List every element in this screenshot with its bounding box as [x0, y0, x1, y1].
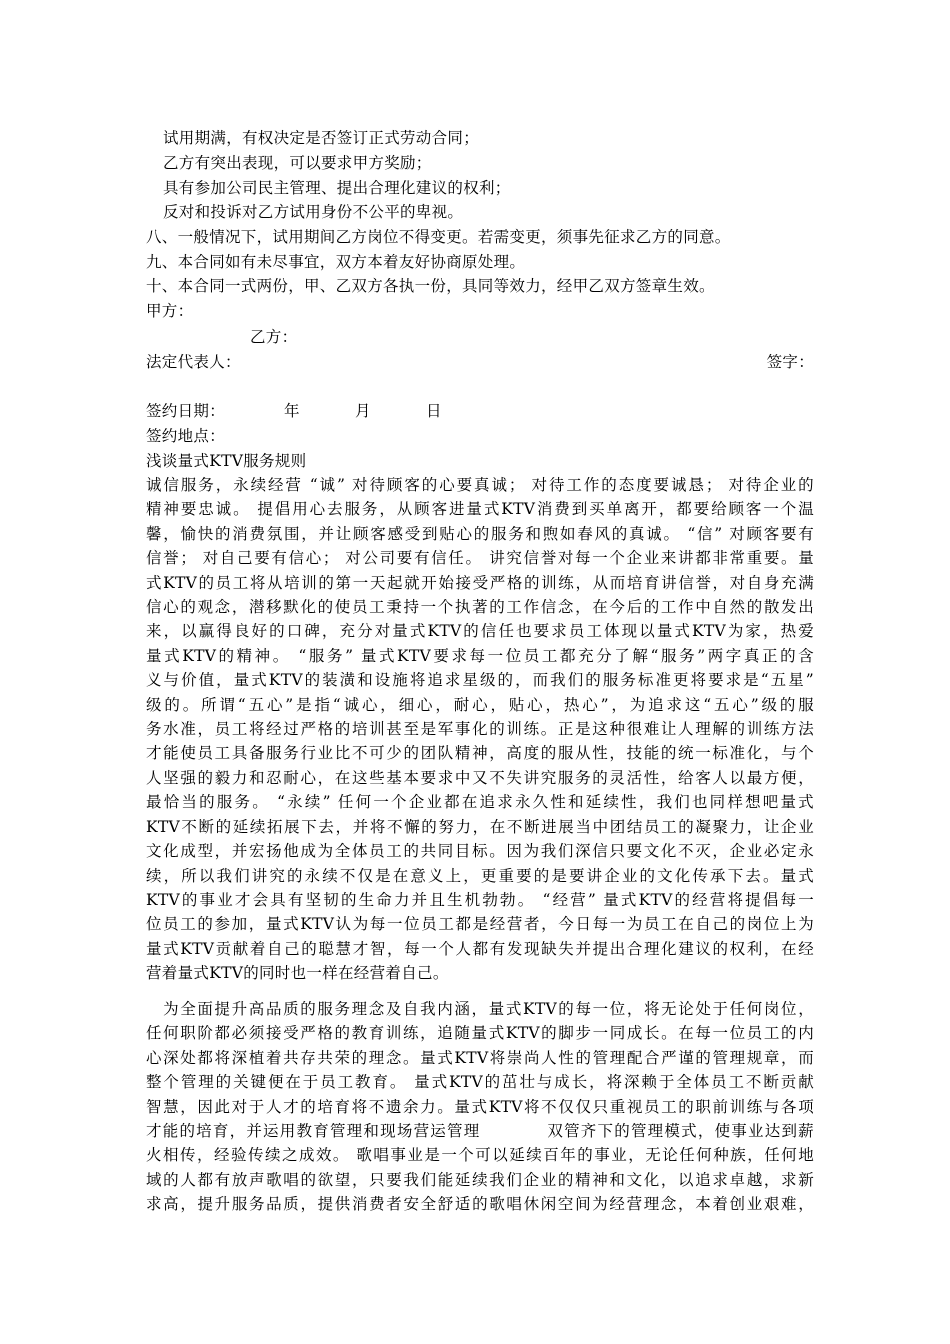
paragraph-line: 心深处都将深植着共存共荣的理念。量式KTV将崇尚人性的管理配合严谨的管理规章，而 — [146, 1048, 814, 1067]
paragraph-line: 诚信服务，永续经营 “诚” 对待顾客的心要真诚； 对待工作的态度要诚恳； 对待企业的 — [146, 476, 814, 494]
paragraph-line: 智慧，因此对于人才的培育将不遗余力。量式KTV将不仅仅只重视员工的职前训练与各项 — [146, 1097, 814, 1116]
party-b-label: 乙方： — [250, 328, 298, 346]
paragraph-line: 营着量式KTV的同时也一样在经营着自己。 — [146, 964, 449, 983]
paragraph-line: 量式KTV的精神。 “服务” 量式KTV要求每一位员工都充分了解“服务”两字真正的含 — [146, 646, 814, 665]
date-month: 月 — [355, 402, 371, 420]
article-paragraph-2 — [146, 997, 814, 1217]
paragraph-line: 求高，提升服务品质，提供消费者安全舒适的歌唱休闲空间为经营理念，本着创业艰难， — [146, 1195, 814, 1214]
rights-item: 试用期满，有权决定是否签订正式劳动合同； — [163, 129, 480, 147]
paragraph-line: KTV的事业才会具有坚韧的生命力并且生机勃勃。 “经营” 量式KTV的经营将提倡每一 — [146, 890, 814, 909]
paragraph-line: 整个管理的关键便在于员工教育。 量式KTV的茁壮与成长，将深赖于全体员工不断贡献 — [146, 1073, 814, 1092]
party-a-label: 甲方： — [146, 302, 194, 320]
paragraph-line: 量式KTV贡献着自己的聪慧才智，每一个人都有发现缺失并提出合理化建议的权利，在经 — [146, 939, 814, 958]
paragraph-line: 才能使员工具备服务行业比不可少的团队精神，高度的服从性，技能的统一标准化，与个 — [146, 744, 814, 763]
sign-label: 签字： — [766, 353, 814, 371]
date-year: 年 — [284, 402, 300, 420]
article-paragraph-1 — [146, 473, 814, 986]
article-title: 浅谈量式KTV服务规则 — [146, 452, 307, 470]
paragraph-line: 级的。所谓“五心”是指“诚心，细心，耐心，贴心，热心”，为追求这“五心”级的服 — [146, 695, 814, 714]
clause-10: 十、本合同一式两份，甲、乙双方各执一份，具同等效力，经甲乙双方签章生效。 — [146, 277, 715, 295]
paragraph-line: 精神要忠诚。 提倡用心去服务，从顾客进量式KTV消费到买单离开，都要给顾客一个温 — [146, 500, 814, 519]
clause-9: 九、本合同如有未尽事宜，双方本着友好协商原处理。 — [146, 253, 526, 271]
legal-rep-label: 法定代表人： — [146, 353, 241, 371]
paragraph-line: 火相传，经验传续之成效。 歌唱事业是一个可以延续百年的事业，无论任何种族，任何地 — [146, 1146, 814, 1165]
paragraph-line: 信誉； 对自己要有信心； 对公司要有信任。 讲究信誉对每一个企业来讲都非常重要。量 — [146, 549, 814, 568]
paragraph-line: 来，以赢得良好的口碑，充分对量式KTV的信任也要求员工体现以量式KTV为家，热爱 — [146, 622, 814, 641]
rights-item: 反对和投诉对乙方试用身份不公平的卑视。 — [163, 203, 464, 221]
paragraph-line: 信心的观念，潜移默化的使员工秉持一个执著的工作信念，在今后的工作中自然的散发出 — [146, 598, 814, 617]
paragraph-line: 为全面提升高品质的服务理念及自我内涵，量式KTV的每一位，将无论处于任何岗位， — [146, 1000, 814, 1018]
paragraph-line: 才能的培育，并运用教育管理和现场营运管理 双管齐下的管理模式，使事业达到薪 — [146, 1122, 814, 1141]
sign-date-label: 签约日期： — [146, 402, 226, 420]
rights-item: 乙方有突出表现，可以要求甲方奖励； — [163, 154, 432, 172]
paragraph-line: 位员工的参加，量式KTV认为每一位员工都是经营者，今日每一为员工在自己的岗位上为 — [146, 915, 814, 934]
sign-place-label: 签约地点： — [146, 427, 226, 445]
paragraph-line: 务水准，员工将经过严格的培训甚至是军事化的训练。正是这种很难让人理解的训练方法 — [146, 720, 814, 739]
paragraph-line: 式KTV的员工将从培训的第一天起就开始接受严格的训练，从而培育讲信誉，对自身充满 — [146, 573, 814, 592]
paragraph-line: 域的人都有放声歌唱的欲望，只要我们能延续我们企业的精神和文化，以追求卓越，求新 — [146, 1170, 814, 1189]
rights-item: 具有参加公司民主管理、提出合理化建议的权利； — [163, 179, 511, 197]
clause-8: 八、一般情况下，试用期间乙方岗位不得变更。若需变更，须事先征求乙方的同意。 — [146, 228, 731, 246]
date-day: 日 — [426, 402, 442, 420]
paragraph-line: KTV不断的延续拓展下去，并将不懈的努力，在不断进展当中团结员工的凝聚力，让企业 — [146, 817, 814, 836]
paragraph-line: 最恰当的服务。 “永续” 任何一个企业都在追求永久性和延续性，我们也同样想吧量式 — [146, 793, 814, 812]
paragraph-line: 人坚强的毅力和忍耐心，在这些基本要求中又不失讲究服务的灵活性，给客人以最方便， — [146, 768, 814, 787]
paragraph-line: 任何职阶都必须接受严格的教育训练，追随量式KTV的脚步一同成长。在每一位员工的内 — [146, 1024, 814, 1043]
paragraph-line: 馨，愉快的消费氛围，并让顾客感受到贴心的服务和煦如春风的真诚。 “信” 对顾客要有 — [146, 524, 814, 543]
paragraph-line: 义与价值，量式KTV的装潢和设施将追求星级的，而我们的服务标准更将要求是“五星” — [146, 671, 814, 690]
paragraph-line: 文化成型，并宏扬他成为全体员工的共同目标。因为我们深信只要文化不灭，企业必定永 — [146, 842, 814, 861]
paragraph-line: 续，所以我们讲究的永续不仅是在意义上，更重要的是要讲企业的文化传承下去。量式 — [146, 866, 814, 885]
